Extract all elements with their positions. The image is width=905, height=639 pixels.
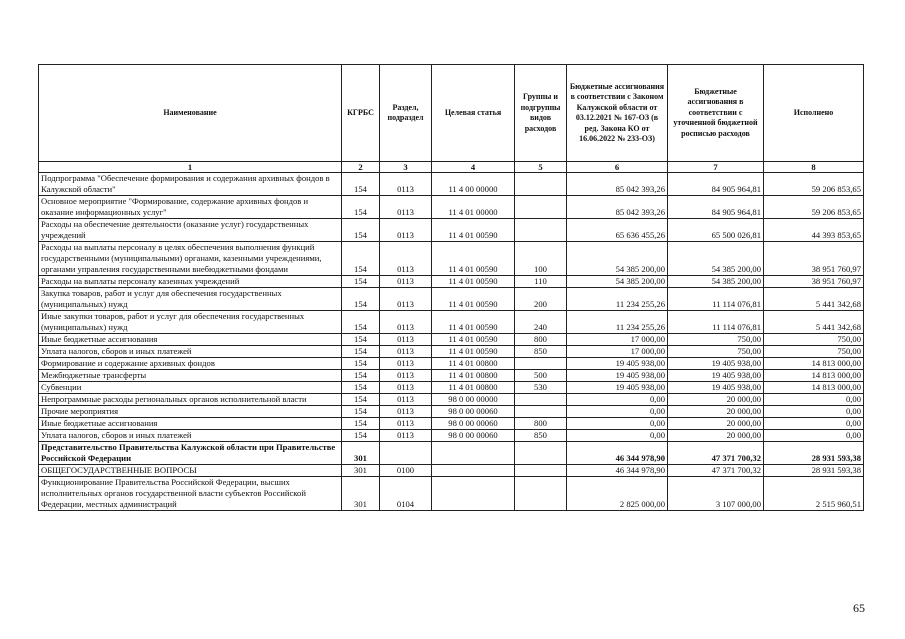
table-row	[39, 334, 864, 346]
table-row	[39, 430, 864, 442]
header-target-article: Целевая статья	[432, 65, 515, 162]
row-expense-group	[515, 394, 567, 406]
row-target-article: 11 4 01 00000	[432, 196, 515, 219]
row-target-article: 11 4 01 00590	[432, 346, 515, 358]
column-number: 1	[39, 162, 342, 173]
column-number: 2	[342, 162, 380, 173]
row-target-article: 11 4 01 00800	[432, 382, 515, 394]
column-number-row	[39, 162, 864, 173]
row-target-article: 98 0 00 00060	[432, 406, 515, 418]
row-target-article	[432, 442, 515, 465]
row-expense-group	[515, 358, 567, 370]
row-section: 0113	[380, 334, 432, 346]
row-target-article: 11 4 01 00800	[432, 358, 515, 370]
row-section: 0113	[380, 358, 432, 370]
row-kgrbs: 154	[342, 242, 380, 276]
row-law-allocation: 19 405 938,00	[567, 370, 668, 382]
row-law-allocation: 19 405 938,00	[567, 358, 668, 370]
row-kgrbs: 154	[342, 370, 380, 382]
row-law-allocation: 65 636 455,26	[567, 219, 668, 242]
row-name: Расходы на обеспечение деятельности (оказание услуг) государственных учреждений	[39, 219, 342, 242]
row-kgrbs: 154	[342, 346, 380, 358]
row-expense-group: 800	[515, 418, 567, 430]
row-expense-group: 800	[515, 334, 567, 346]
row-target-article	[432, 477, 515, 511]
row-executed: 750,00	[764, 346, 864, 358]
row-executed: 0,00	[764, 418, 864, 430]
row-name: Основное мероприятие "Формирование, содержание архивных фондов и оказание информационных услуг"	[39, 196, 342, 219]
column-number: 3	[380, 162, 432, 173]
row-kgrbs: 154	[342, 173, 380, 196]
row-law-allocation: 19 405 938,00	[567, 382, 668, 394]
row-kgrbs: 301	[342, 442, 380, 465]
row-executed: 0,00	[764, 406, 864, 418]
budget-table	[38, 64, 864, 511]
row-roster-allocation: 20 000,00	[668, 430, 764, 442]
row-executed: 38 951 760,97	[764, 276, 864, 288]
row-expense-group	[515, 219, 567, 242]
row-kgrbs: 154	[342, 288, 380, 311]
row-section: 0113	[380, 346, 432, 358]
row-roster-allocation: 47 371 700,32	[668, 465, 764, 477]
row-law-allocation: 0,00	[567, 430, 668, 442]
row-expense-group: 200	[515, 288, 567, 311]
row-roster-allocation: 750,00	[668, 346, 764, 358]
table-row	[39, 346, 864, 358]
row-law-allocation: 54 385 200,00	[567, 242, 668, 276]
row-law-allocation: 0,00	[567, 394, 668, 406]
row-expense-group	[515, 442, 567, 465]
header-kgrbs: КГРБС	[342, 65, 380, 162]
table-row	[39, 442, 864, 465]
row-expense-group: 530	[515, 382, 567, 394]
row-executed: 0,00	[764, 430, 864, 442]
table-row	[39, 418, 864, 430]
row-kgrbs: 154	[342, 430, 380, 442]
row-kgrbs: 154	[342, 358, 380, 370]
table-row	[39, 382, 864, 394]
row-kgrbs: 154	[342, 418, 380, 430]
row-kgrbs: 301	[342, 465, 380, 477]
row-law-allocation: 85 042 393,26	[567, 173, 668, 196]
row-roster-allocation: 11 114 076,81	[668, 311, 764, 334]
row-law-allocation: 17 000,00	[567, 334, 668, 346]
row-name: Прочие мероприятия	[39, 406, 342, 418]
row-name: Субвенции	[39, 382, 342, 394]
row-law-allocation: 0,00	[567, 406, 668, 418]
table-row	[39, 288, 864, 311]
row-law-allocation: 0,00	[567, 418, 668, 430]
row-law-allocation: 46 344 978,90	[567, 442, 668, 465]
row-name: Иные закупки товаров, работ и услуг для обеспечения государственных (муниципальных) нужд	[39, 311, 342, 334]
row-law-allocation: 85 042 393,26	[567, 196, 668, 219]
table-row	[39, 242, 864, 276]
row-name: Подпрограмма "Обеспечение формирования и содержания архивных фондов в Калужской области"	[39, 173, 342, 196]
row-law-allocation: 11 234 255,26	[567, 288, 668, 311]
row-roster-allocation: 65 500 026,81	[668, 219, 764, 242]
row-section: 0113	[380, 288, 432, 311]
row-target-article: 98 0 00 00060	[432, 418, 515, 430]
row-roster-allocation: 19 405 938,00	[668, 370, 764, 382]
row-roster-allocation: 20 000,00	[668, 394, 764, 406]
row-section: 0113	[380, 219, 432, 242]
header-roster-allocations: Бюджетные ассигнования в соответствии с уточненной бюджетной росписью расходов	[668, 65, 764, 162]
row-executed: 59 206 853,65	[764, 196, 864, 219]
row-executed: 5 441 342,68	[764, 288, 864, 311]
row-target-article: 11 4 01 00800	[432, 370, 515, 382]
row-kgrbs: 154	[342, 196, 380, 219]
table-row	[39, 406, 864, 418]
row-target-article: 11 4 01 00590	[432, 276, 515, 288]
row-executed: 14 813 000,00	[764, 382, 864, 394]
row-target-article: 11 4 01 00590	[432, 242, 515, 276]
column-number: 5	[515, 162, 567, 173]
row-section: 0113	[380, 173, 432, 196]
row-expense-group	[515, 477, 567, 511]
row-roster-allocation: 19 405 938,00	[668, 382, 764, 394]
header-name: Наименование	[39, 65, 342, 162]
row-name: ОБЩЕГОСУДАРСТВЕННЫЕ ВОПРОСЫ	[39, 465, 342, 477]
row-expense-group: 100	[515, 242, 567, 276]
row-section: 0113	[380, 196, 432, 219]
table-row	[39, 173, 864, 196]
row-name: Расходы на выплаты персоналу казенных учреждений	[39, 276, 342, 288]
row-law-allocation: 54 385 200,00	[567, 276, 668, 288]
header-row	[39, 65, 864, 162]
row-section: 0113	[380, 276, 432, 288]
row-roster-allocation: 84 905 964,81	[668, 173, 764, 196]
table-row	[39, 276, 864, 288]
row-executed: 28 931 593,38	[764, 442, 864, 465]
row-law-allocation: 46 344 978,90	[567, 465, 668, 477]
table-row	[39, 219, 864, 242]
column-number: 6	[567, 162, 668, 173]
table-row	[39, 477, 864, 511]
table-row	[39, 394, 864, 406]
row-name: Иные бюджетные ассигнования	[39, 334, 342, 346]
row-section: 0113	[380, 242, 432, 276]
row-executed: 14 813 000,00	[764, 358, 864, 370]
row-section: 0113	[380, 418, 432, 430]
row-section	[380, 442, 432, 465]
header-section: Раздел, подраздел	[380, 65, 432, 162]
table-row	[39, 465, 864, 477]
row-target-article	[432, 465, 515, 477]
row-name: Расходы на выплаты персоналу в целях обеспечения выполнения функций государственными (муниципальными) органами, казенными учреждениями, органами управления государственными внебюджетными фондами	[39, 242, 342, 276]
row-kgrbs: 154	[342, 311, 380, 334]
row-target-article: 11 4 01 00590	[432, 288, 515, 311]
row-executed: 750,00	[764, 334, 864, 346]
row-roster-allocation: 20 000,00	[668, 406, 764, 418]
row-kgrbs: 301	[342, 477, 380, 511]
row-kgrbs: 154	[342, 394, 380, 406]
row-roster-allocation: 19 405 938,00	[668, 358, 764, 370]
row-expense-group	[515, 465, 567, 477]
row-executed: 38 951 760,97	[764, 242, 864, 276]
row-section: 0113	[380, 430, 432, 442]
row-executed: 28 931 593,38	[764, 465, 864, 477]
row-section: 0104	[380, 477, 432, 511]
header-expense-groups: Группы и подгруппы видов расходов	[515, 65, 567, 162]
page-number: 65	[853, 601, 865, 615]
row-roster-allocation: 20 000,00	[668, 418, 764, 430]
row-roster-allocation: 3 107 000,00	[668, 477, 764, 511]
row-section: 0100	[380, 465, 432, 477]
row-name: Функционирование Правительства Российской Федерации, высших исполнительных органов государственной власти субъектов Российской Федерации, местных администраций	[39, 477, 342, 511]
row-expense-group	[515, 173, 567, 196]
column-number: 4	[432, 162, 515, 173]
row-expense-group: 500	[515, 370, 567, 382]
row-target-article: 11 4 01 00590	[432, 334, 515, 346]
row-expense-group	[515, 196, 567, 219]
row-law-allocation: 11 234 255,26	[567, 311, 668, 334]
row-target-article: 11 4 00 00000	[432, 173, 515, 196]
row-roster-allocation: 750,00	[668, 334, 764, 346]
row-name: Иные бюджетные ассигнования	[39, 418, 342, 430]
table-row	[39, 311, 864, 334]
row-section: 0113	[380, 382, 432, 394]
row-law-allocation: 2 825 000,00	[567, 477, 668, 511]
row-name: Уплата налогов, сборов и иных платежей	[39, 346, 342, 358]
row-target-article: 98 0 00 00060	[432, 430, 515, 442]
row-section: 0113	[380, 394, 432, 406]
header-law-allocations: Бюджетные ассигнования в соответствии с Законом Калужской области от 03.12.2021 № 167-ОЗ (в ред. Закона КО от 16.06.2022 № 233-ОЗ)	[567, 65, 668, 162]
row-roster-allocation: 11 114 076,81	[668, 288, 764, 311]
table-row	[39, 370, 864, 382]
row-roster-allocation: 54 385 200,00	[668, 276, 764, 288]
row-target-article: 98 0 00 00000	[432, 394, 515, 406]
row-section: 0113	[380, 406, 432, 418]
row-name: Формирование и содержание архивных фондов	[39, 358, 342, 370]
row-law-allocation: 17 000,00	[567, 346, 668, 358]
row-roster-allocation: 47 371 700,32	[668, 442, 764, 465]
row-name: Уплата налогов, сборов и иных платежей	[39, 430, 342, 442]
row-name: Межбюджетные трансферты	[39, 370, 342, 382]
row-executed: 14 813 000,00	[764, 370, 864, 382]
row-target-article: 11 4 01 00590	[432, 219, 515, 242]
row-expense-group: 850	[515, 346, 567, 358]
column-number: 8	[764, 162, 864, 173]
row-executed: 59 206 853,65	[764, 173, 864, 196]
row-executed: 5 441 342,68	[764, 311, 864, 334]
row-expense-group	[515, 406, 567, 418]
row-section: 0113	[380, 370, 432, 382]
row-kgrbs: 154	[342, 334, 380, 346]
row-kgrbs: 154	[342, 406, 380, 418]
table-row	[39, 358, 864, 370]
table-body	[39, 173, 864, 511]
row-name: Закупка товаров, работ и услуг для обеспечения государственных (муниципальных) нужд	[39, 288, 342, 311]
row-name: Представительство Правительства Калужской области при Правительстве Российской Федерации	[39, 442, 342, 465]
row-expense-group: 240	[515, 311, 567, 334]
row-executed: 0,00	[764, 394, 864, 406]
row-roster-allocation: 54 385 200,00	[668, 242, 764, 276]
header-executed: Исполнено	[764, 65, 864, 162]
column-number: 7	[668, 162, 764, 173]
row-section: 0113	[380, 311, 432, 334]
row-executed: 44 393 853,65	[764, 219, 864, 242]
table-row	[39, 196, 864, 219]
row-executed: 2 515 960,51	[764, 477, 864, 511]
row-roster-allocation: 84 905 964,81	[668, 196, 764, 219]
row-kgrbs: 154	[342, 276, 380, 288]
row-target-article: 11 4 01 00590	[432, 311, 515, 334]
row-expense-group: 850	[515, 430, 567, 442]
row-kgrbs: 154	[342, 219, 380, 242]
row-name: Непрограммные расходы региональных органов исполнительной власти	[39, 394, 342, 406]
row-expense-group: 110	[515, 276, 567, 288]
row-kgrbs: 154	[342, 382, 380, 394]
